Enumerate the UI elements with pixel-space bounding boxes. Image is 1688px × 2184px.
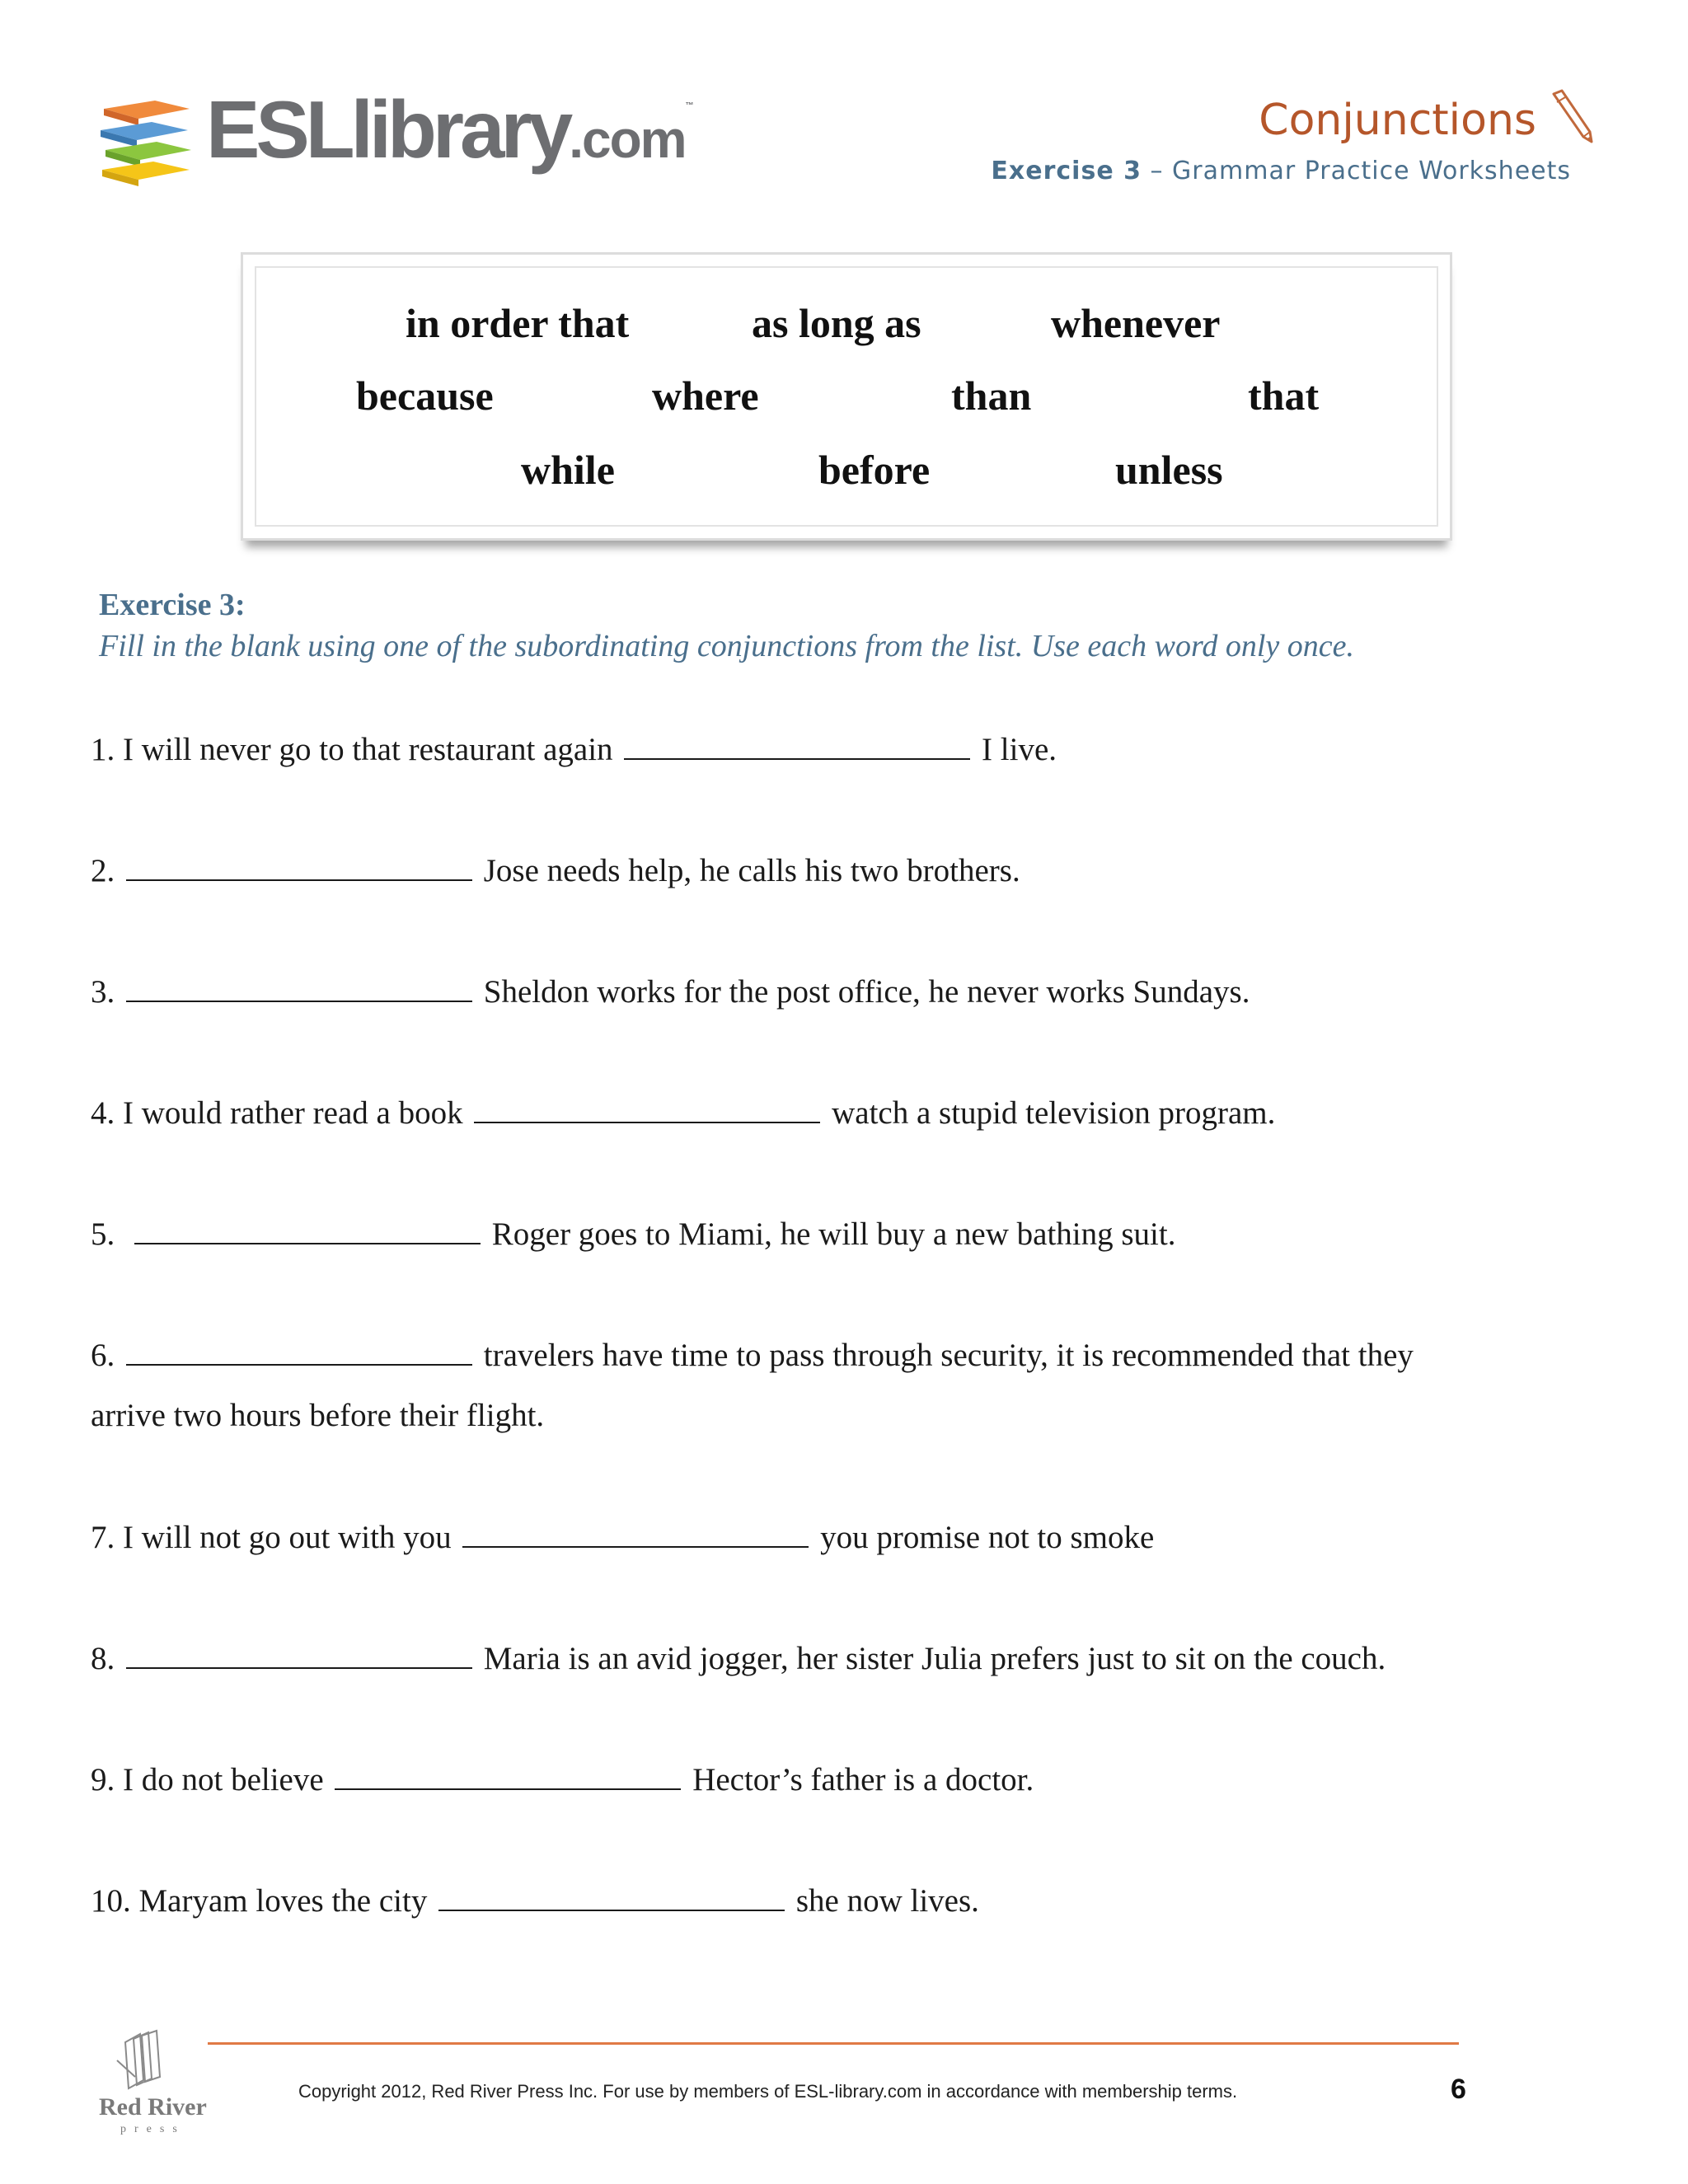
question-text: Sheldon works for the post office, he never works Sundays. (483, 974, 1250, 1010)
question-text: 2. (91, 853, 115, 888)
question-text: travelers have time to pass through security, it is recommended that they (483, 1338, 1414, 1373)
worksheet-title: Conjunctions (1259, 96, 1536, 145)
question-6-continuation: arrive two hours before their flight. (91, 1398, 545, 1433)
word-bank-item: as long as (752, 300, 921, 346)
worksheet-subtitle (991, 157, 1571, 185)
question-text: 9. I do not believe (91, 1762, 324, 1797)
question-text: 6. (91, 1338, 115, 1373)
question-text: 7. I will not go out with you (91, 1520, 452, 1555)
word-bank-item: than (951, 373, 1032, 419)
word-bank-item: while (521, 447, 615, 493)
answer-blank[interactable] (126, 1336, 472, 1366)
brand-logo (206, 84, 694, 175)
question-4 (91, 1094, 1275, 1133)
question-text: 8. (91, 1641, 115, 1676)
question-text: Roger goes to Miami, he will buy a new bathing suit. (491, 1216, 1176, 1252)
logo-tld-text: .com (569, 110, 686, 169)
page-number: 6 (1451, 2074, 1466, 2105)
exercise-heading: Exercise 3: (99, 588, 246, 622)
question-text: 4. I would rather read a book (91, 1095, 463, 1131)
logo-main-text: ESLlibrary (206, 84, 570, 175)
subtitle-exercise: Exercise 3 (991, 157, 1142, 185)
pencil-icon (1545, 89, 1595, 145)
question-text: she now lives. (795, 1883, 979, 1919)
answer-blank[interactable] (624, 730, 970, 760)
answer-blank[interactable] (474, 1094, 820, 1123)
answer-blank[interactable] (335, 1760, 681, 1790)
question-9 (91, 1760, 1034, 1800)
word-bank-item: where (652, 373, 759, 419)
question-text: 5. (91, 1216, 115, 1252)
question-5 (91, 1215, 1175, 1254)
word-bank-box (241, 252, 1452, 541)
answer-blank[interactable] (134, 1215, 481, 1244)
question-text: 1. I will never go to that restaurant again (91, 732, 613, 767)
answer-blank[interactable] (126, 972, 472, 1002)
question-10 (91, 1882, 979, 1921)
question-text: watch a stupid television program. (832, 1095, 1276, 1131)
logo-trademark: ™ (685, 101, 694, 110)
question-text: 3. (91, 974, 115, 1010)
question-6 (91, 1336, 1414, 1376)
word-bank-item: in order that (406, 300, 630, 346)
books-logo-icon (97, 97, 195, 188)
question-text: I live. (982, 732, 1057, 767)
word-bank-item: unless (1115, 447, 1223, 493)
question-text: Jose needs help, he calls his two brothers. (483, 853, 1020, 888)
question-text: you promise not to smoke (820, 1520, 1155, 1555)
answer-blank[interactable] (126, 851, 472, 881)
answer-blank[interactable] (438, 1882, 785, 1911)
question-text: Maria is an avid jogger, her sister Julia prefers just to sit on the couch. (483, 1641, 1386, 1676)
question-7 (91, 1518, 1154, 1558)
question-3 (91, 972, 1250, 1012)
word-bank-item: that (1248, 373, 1320, 419)
publisher-name: Red River (99, 2093, 207, 2121)
copyright-text: Copyright 2012, Red River Press Inc. For use by members of ESL-library.com in accordance with membership terms. (298, 2081, 1238, 2102)
question-2 (91, 851, 1020, 891)
red-river-press-logo-icon (92, 2027, 216, 2139)
exercise-instructions: Fill in the blank using one of the subordinating conjunctions from the list. Use each word only once. (99, 629, 1354, 663)
question-text: Hector’s father is a doctor. (692, 1762, 1034, 1797)
question-text: 10. Maryam loves the city (91, 1883, 428, 1919)
question-8 (91, 1639, 1386, 1679)
footer-divider (208, 2042, 1459, 2045)
word-bank-item: whenever (1051, 300, 1221, 346)
word-bank-item: because (356, 373, 494, 419)
question-1 (91, 730, 1057, 770)
word-bank-item: before (818, 447, 931, 493)
subtitle-rest: – Grammar Practice Worksheets (1141, 157, 1571, 185)
answer-blank[interactable] (462, 1518, 809, 1548)
answer-blank[interactable] (126, 1639, 472, 1669)
publisher-sub: press (120, 2123, 185, 2135)
